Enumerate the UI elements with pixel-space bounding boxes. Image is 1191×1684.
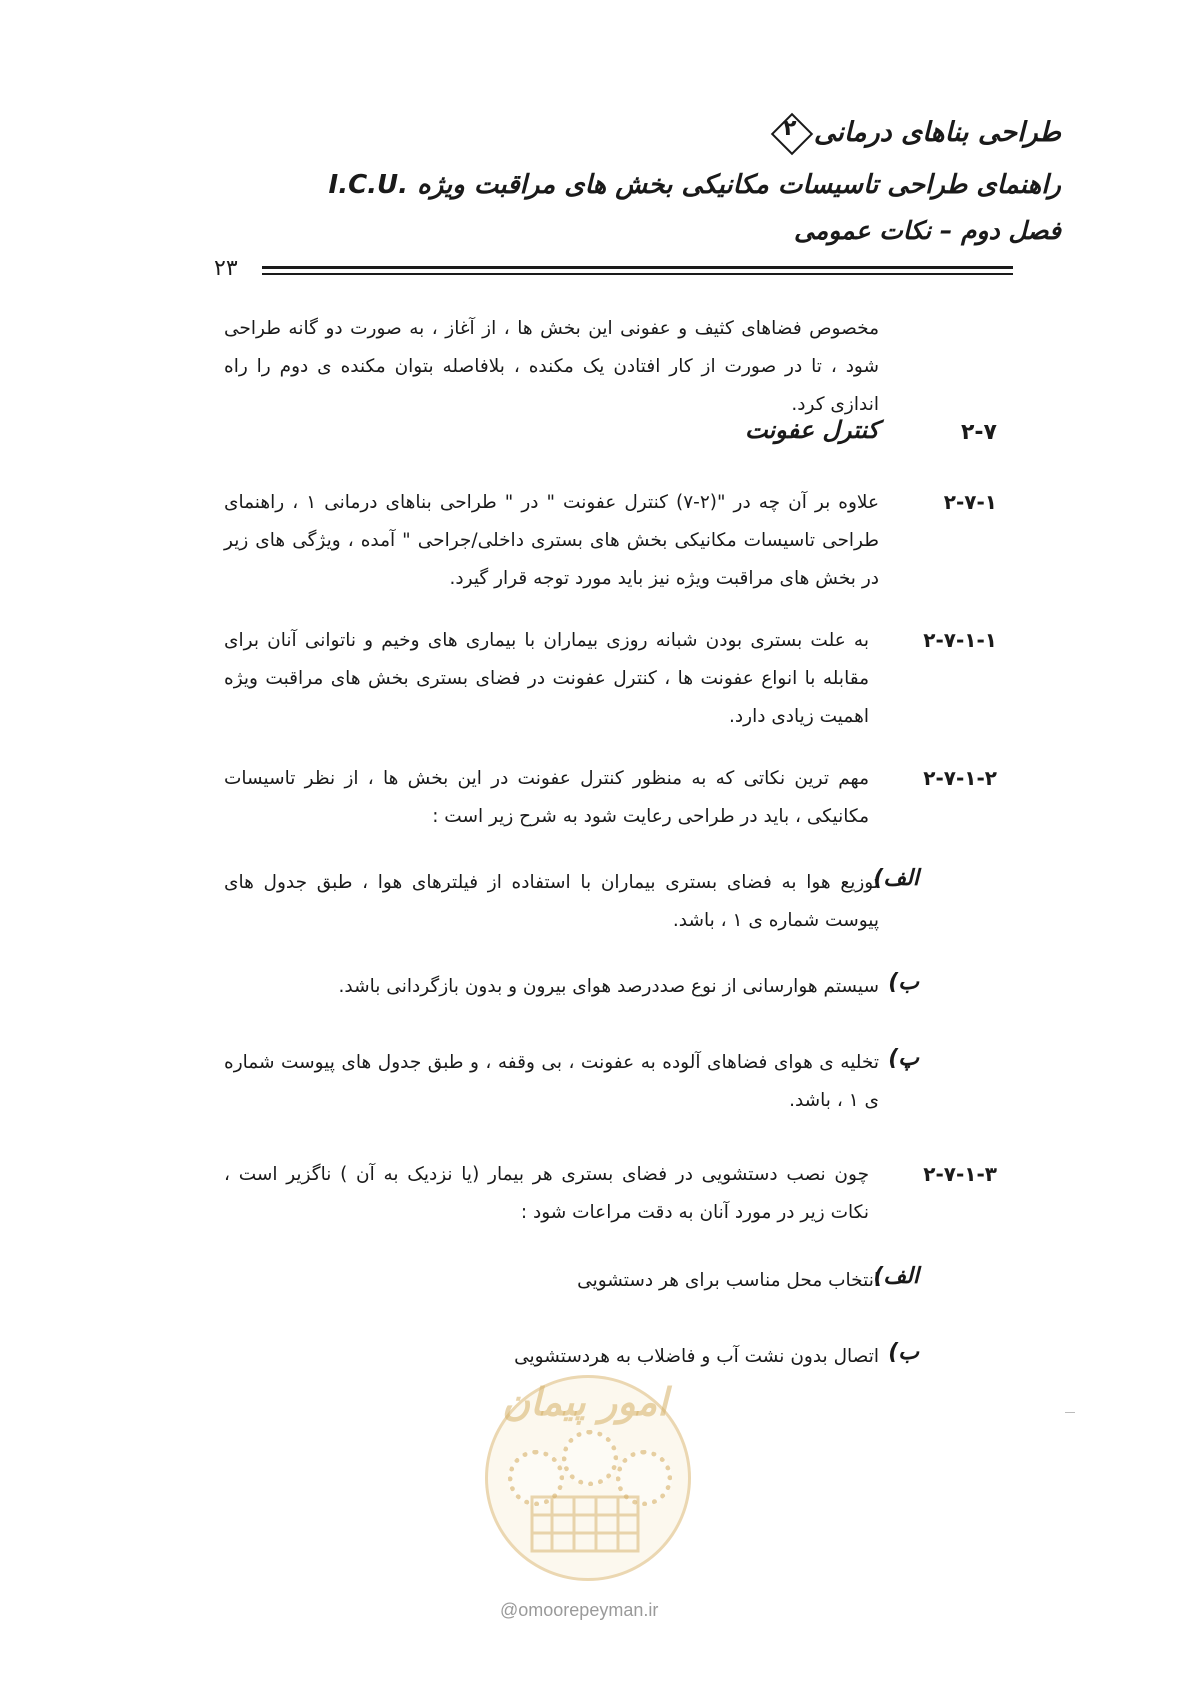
list-item-mark: ب) — [888, 970, 919, 995]
list-item: تخلیه ی هوای فضاهای آلوده به عفونت ، بی وقفه ، و طبق جدول های پیوست شماره ی ۱ ، باشد. — [224, 1052, 879, 1111]
series-number-badge — [770, 112, 810, 152]
clause-paragraph: مهم ترین نکاتی که به منظور کنترل عفونت در این بخش ها ، از نظر تاسیسات مکانیکی ، باید در طراحی رعایت شود به شرح زیر است : — [224, 768, 869, 827]
series-number: ۲ — [783, 116, 797, 141]
clause-number: ۲-۷-۱-۳ — [923, 1162, 997, 1186]
section-number: ۲-۷ — [961, 420, 997, 445]
clause-paragraph: به علت بستری بودن شبانه روزی بیماران با بیماری های وخیم و ناتوانی آنان برای مقابله با انواع عفونت ها ، کنترل عفونت در فضای بستری بخش های مراقبت ویژه اهمیت زیادی دارد. — [224, 630, 869, 727]
watermark-grid-icon — [530, 1495, 640, 1553]
clause-paragraph: چون نصب دستشویی در فضای بستری هر بیمار (یا نزدیک به آن ) ناگزیر است ، نکات زیر در مورد آنان به دقت مراعات شود : — [224, 1164, 869, 1223]
clause-number: ۲-۷-۱ — [943, 490, 997, 514]
list-item-mark: پ) — [888, 1046, 919, 1071]
watermark-brand: امور پیمان — [502, 1380, 668, 1424]
header-rule-thick — [262, 266, 1013, 269]
list-item-mark: الف) — [873, 866, 919, 891]
gear-icon — [562, 1430, 618, 1486]
page-number: ۲۳ — [214, 256, 238, 281]
list-item-mark: الف) — [873, 1264, 919, 1289]
section-title: کنترل عفونت — [744, 416, 879, 444]
series-title — [766, 112, 1061, 152]
list-item: سیستم هوارسانی از نوع صددرصد هوای بیرون و بدون بازگردانی باشد. — [338, 976, 879, 997]
list-item-mark: ب) — [888, 1340, 919, 1365]
margin-mark — [1065, 1412, 1075, 1413]
clause-number: ۲-۷-۱-۱ — [923, 628, 997, 652]
header-rule-thin — [262, 273, 1013, 275]
chapter-title: فصل دوم – نکات عمومی — [794, 216, 1061, 245]
series-title-text: طراحی بناهای درمانی — [813, 116, 1061, 148]
clause-number: ۲-۷-۱-۲ — [923, 766, 997, 790]
watermark-url: @omoorepeyman.ir — [500, 1600, 659, 1620]
guide-title: راهنمای طراحی تاسیسات مکانیکی بخش های مراقبت ویژه .I.C.U — [328, 170, 1061, 200]
clause-paragraph: علاوه بر آن چه در "(۲-۷) کنترل عفونت " در " طراحی بناهای درمانی ۱ ، راهنمای طراحی تاسیسات مکانیکی بخش های بستری داخلی/جراحی " آمده ، ویژگی های زیر در بخش های مراقبت ویژه نیز باید مورد توجه قرار گیرد. — [224, 492, 879, 589]
list-item: توزیع هوا به فضای بستری بیماران با استفاده از فیلترهای هوا ، طبق جدول های پیوست شماره ی ۱ ، باشد. — [224, 872, 879, 931]
intro-paragraph: مخصوص فضاهای کثیف و عفونی این بخش ها ، از آغاز ، به صورت دو گانه طراحی شود ، تا در صورت از کار افتادن یک مکنده ، بلافاصله بتوان مکنده ی دوم را راه اندازی کرد. — [224, 318, 879, 415]
list-item: انتخاب محل مناسب برای هر دستشویی — [577, 1270, 879, 1291]
list-item: اتصال بدون نشت آب و فاضلاب به هردستشویی — [514, 1346, 879, 1367]
